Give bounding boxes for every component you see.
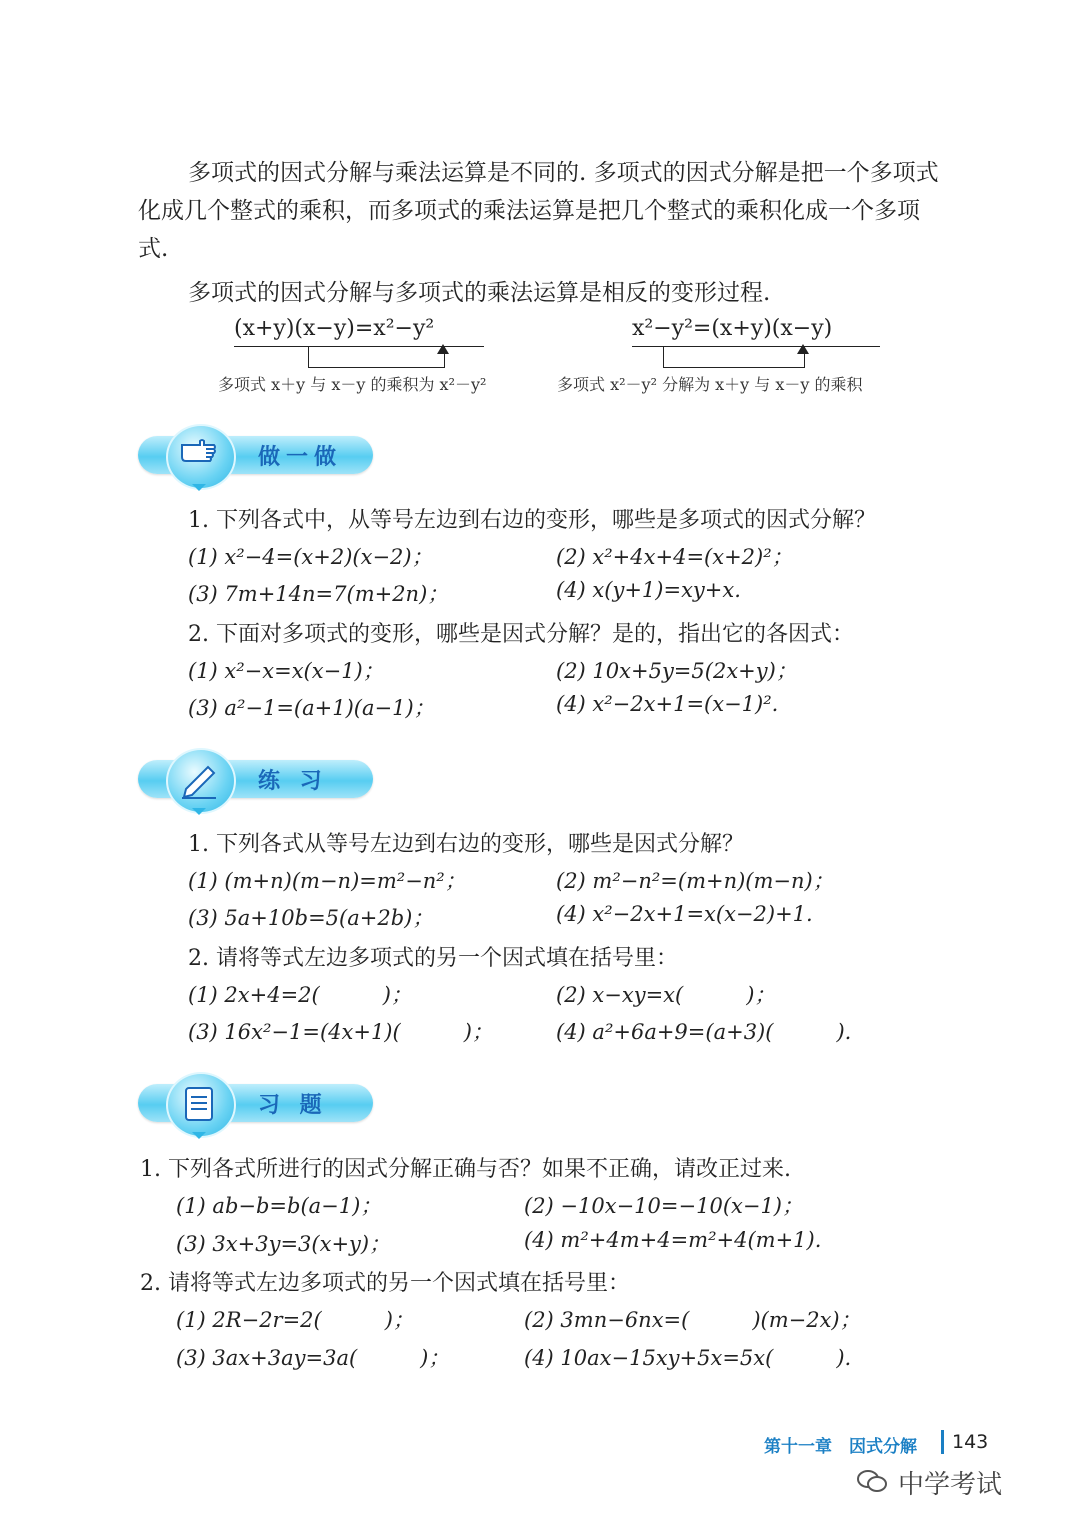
practice-q1-item-2: (2) m²−n²=(m+n)(m−n)； — [556, 869, 834, 893]
diagram-left-bracket — [308, 347, 445, 368]
practice-q1-item-4: (4) x²−2x+1=x(x−2)+1. — [556, 902, 813, 926]
practice-q2-item-4: (4) a²+6a+9=(a+3)( ). — [556, 1020, 852, 1044]
diagram-right-note: 多项式 x²－y² 分解为 x＋y 与 x－y 的乘积 — [557, 375, 863, 394]
section-title-practice: 练 习 — [258, 769, 328, 794]
diagram-right-bracket — [663, 347, 805, 368]
section-banner-do — [138, 424, 373, 486]
page-number: 143 — [952, 1431, 989, 1453]
chapter-title: 第十一章 因式分解 — [764, 1437, 917, 1457]
exercise-question-2: 2. 请将等式左边多项式的另一个因式填在括号里： — [140, 1271, 630, 1296]
do-question-1: 1. 下列各式中，从等号左边到右边的变形，哪些是多项式的因式分解？ — [188, 508, 876, 533]
do-q1-item-3: (3) 7m+14n=7(m+2n)； — [188, 582, 449, 606]
section-banner-exercise — [138, 1072, 373, 1134]
notebook-icon — [178, 1083, 220, 1123]
pencil-icon — [178, 759, 220, 799]
practice-q2-item-2: (2) x−xy=x( )； — [556, 983, 776, 1007]
practice-question-1: 1. 下列各式从等号左边到右边的变形，哪些是因式分解？ — [188, 832, 744, 857]
do-q2-item-2: (2) 10x+5y=5(2x+y)； — [556, 659, 797, 683]
practice-q1-item-1: (1) (m+n)(m−n)=m²−n²； — [188, 869, 466, 893]
wechat-icon — [856, 1468, 888, 1494]
do-q1-item-1: (1) x²−4=(x+2)(x−2)； — [188, 545, 433, 569]
practice-q2-item-3: (3) 16x²−1=(4x+1)( )； — [188, 1020, 493, 1044]
exercise-q1-item-1: (1) ab−b=b(a−1)； — [176, 1194, 382, 1218]
intro-paragraph-2: 多项式的因式分解与多项式的乘法运算是相反的变形过程. — [188, 280, 771, 306]
exercise-question-1: 1. 下列各式所进行的因式分解正确与否？如果不正确，请改正过来. — [140, 1157, 791, 1182]
do-q2-item-4: (4) x²−2x+1=(x−1)². — [556, 692, 779, 716]
section-title-exercise: 习 题 — [258, 1093, 328, 1118]
arrow-up-icon — [797, 344, 809, 354]
exercise-q2-item-3: (3) 3ax+3ay=3a( )； — [176, 1346, 450, 1370]
do-question-2: 2. 下面对多项式的变形，哪些是因式分解？是的，指出它的各因式： — [188, 622, 854, 647]
exercise-q2-item-4: (4) 10ax−15xy+5x=5x( ). — [524, 1346, 852, 1370]
section-title-do: 做一做 — [258, 445, 343, 470]
exercise-q1-item-4: (4) m²+4m+4=m²+4(m+1). — [524, 1228, 822, 1252]
practice-q1-item-3: (3) 5a+10b=5(a+2b)； — [188, 906, 434, 930]
watermark: 中学考试 — [898, 1470, 1003, 1500]
diagram-right-formula: x²−y²=(x+y)(x−y) — [632, 316, 833, 341]
exercise-q1-item-3: (3) 3x+3y=3(x+y)； — [176, 1232, 391, 1256]
do-q2-item-1: (1) x²−x=x(x−1)； — [188, 659, 384, 683]
hand-icon — [178, 435, 220, 475]
section-banner-practice — [138, 748, 373, 810]
do-q1-item-2: (2) x²+4x+4=(x+2)²； — [556, 545, 793, 569]
practice-question-2: 2. 请将等式左边多项式的另一个因式填在括号里： — [188, 946, 678, 971]
diagram-left-formula: (x+y)(x−y)=x²−y² — [234, 316, 435, 341]
exercise-q1-item-2: (2) −10x−10=−10(x−1)； — [524, 1194, 803, 1218]
practice-q2-item-1: (1) 2x+4=2( )； — [188, 983, 412, 1007]
exercise-q2-item-2: (2) 3mn−6nx=( )(m−2x)； — [524, 1308, 861, 1332]
do-q1-item-4: (4) x(y+1)=xy+x. — [556, 578, 741, 602]
diagram-left-note: 多项式 x＋y 与 x－y 的乘积为 x²－y² — [218, 375, 487, 394]
intro-paragraph-1: 多项式的因式分解与乘法运算是不同的. 多项式的因式分解是把一个多项式化成几个整式的乘积，而多项式的乘法运算是把几个整式的乘积化成一个多项式. — [138, 160, 939, 262]
exercise-q2-item-1: (1) 2R−2r=2( )； — [176, 1308, 414, 1332]
arrow-up-icon — [437, 344, 449, 354]
do-q2-item-3: (3) a²−1=(a+1)(a−1)； — [188, 696, 435, 720]
footer-divider — [941, 1430, 944, 1454]
